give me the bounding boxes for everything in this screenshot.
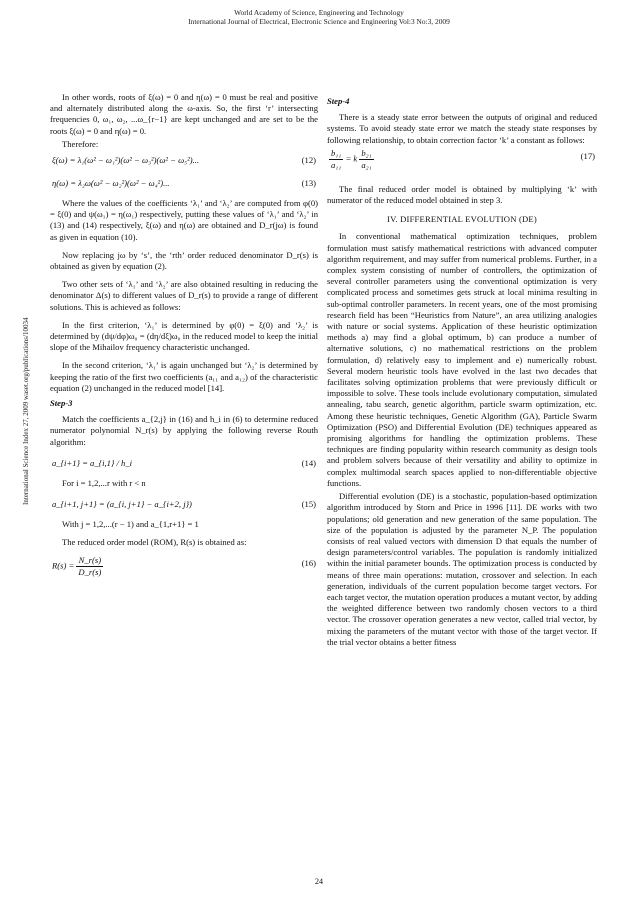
equation-body: a_{i+1, j+1} = (a_{i, j+1} − a_{i+2, j}) xyxy=(52,499,192,510)
step-4-heading: Step-4 xyxy=(327,96,350,106)
equation-number: (12) xyxy=(301,155,316,166)
equation-15 xyxy=(50,496,318,513)
left-column xyxy=(50,92,318,591)
equation-lhs: R(s) = xyxy=(52,560,75,571)
right-column xyxy=(327,92,597,650)
fraction-denominator: a₁₁ xyxy=(331,159,342,170)
fraction-denominator: a₂₁ xyxy=(361,159,372,170)
equation-number: (14) xyxy=(301,457,316,468)
therefore-label: Therefore: xyxy=(62,138,99,149)
paragraph: In other words, roots of ξ(ω) = 0 and η(ω) = 0 must be real and positive and alternately distributed along the ω-axis. So, the first ‘r’ intersecting frequencies 0, ω₁, ω₂, ...ω_{r−1} are kept unchanged and are set to be the roots ξ(ω) = 0 and η(ω) = 0. xyxy=(50,92,318,136)
paragraph: Two other sets of ‘λ₁’ and ‘λ₂’ are also obtained resulting in reducing the denominator Δ(s) to different values of D_r(s) to provide a range of different solutions. This is achieved as follows: xyxy=(50,279,318,312)
paragraph: Where the values of the coefficients ‘λ₁’ and ‘λ₂’ are computed from φ(0) = ξ(0) and ψ(ω₁) = η(ω₁) respectively, putting these values of ‘λ₁’ and ‘λ₂’ in (13) and (14) respectively, ξ(ω) and η(ω) are obtained and D_r(jω) is found as given in equation (10). xyxy=(50,198,318,242)
equation-number: (15) xyxy=(301,499,316,510)
equation-body xyxy=(52,555,103,578)
equation-13 xyxy=(50,175,318,192)
equation-body: a_{i+1} = a_{i,1} / h_i xyxy=(52,457,133,468)
equation-16 xyxy=(50,555,318,585)
page-number: 24 xyxy=(315,877,323,886)
paragraph: In the second criterion, ‘λ₁’ is again unchanged but ‘λ₂’ is determined by keeping the ratio of the first two coefficients (a₁₁ and a₁₂) of the characteristic equation (2) unchanged in the reduced model [14]. xyxy=(50,360,318,393)
fraction-numerator: N_r(s) xyxy=(76,555,103,567)
equation-number: (17) xyxy=(580,150,595,161)
fraction-numerator: b₁₁ xyxy=(331,147,342,158)
with-condition: With j = 1,2,...(r − 1) and a_{1,r+1} = 1 xyxy=(62,519,199,530)
rom-statement: The reduced order model (ROM), R(s) is obtained as: xyxy=(62,537,247,548)
equation-12 xyxy=(50,152,318,169)
header-line-1: World Academy of Science, Engineering and Technology xyxy=(234,8,404,17)
equation-number: (16) xyxy=(301,558,316,569)
header-line-2: International Journal of Electrical, Electronic Science and Engineering Vol:3 No:3, 2009 xyxy=(188,17,450,27)
step-3-heading: Step-3 xyxy=(50,398,73,409)
paragraph: Match the coefficients a_{2,j} in (16) and h_i in (6) to determine reduced numerator polynomial N_r(s) by applying the following reverse Routh algorithm: xyxy=(50,414,318,447)
equation-14 xyxy=(50,455,318,472)
equation-body xyxy=(329,148,374,171)
fraction xyxy=(76,555,103,578)
paragraph: In conventional mathematical optimization techniques, problem formulation must satisfy mathematical restrictions with advanced computer algorithm requirement, and may suffer from numerical problems. Further, in a complex system consisting of number of controllers, the optimization of several controller parameters using the conventional optimization is very complicated process and sometimes gets struck at local minima resulting in sub-optimal controller parameters. In recent years, one of the most promising research field has been “Heuristics from Nature”, an area utilizing analogies with nature or social systems. Application of these heuristic optimization methods a) may find a global optimum, b) can produce a number of alternative solutions, c) no mathematical restrictions on the problem formulation, d) relatively easy to implement and e) numerically robust. Several modern heuristic tools have evolved in the last two decades that facilitates solving optimization problems that were previously difficult or impossible to solve. These tools include evolutionary computation, simulated annealing, tabu search, genetic algorithm, particle swarm optimization, etc. Among these heuristic techniques, Genetic Algorithm (GA), Particle Swarm Optimization (PSO) and Differential Evolution (DE) techniques appeared as promising algorithms for handling the optimization problems. These techniques are finding popularity within research community as design tools and problem solvers because of their versatility and ability to optimize in complex multimodal search spaces applied to non-differentiable objective functions. xyxy=(327,231,597,488)
equation-mid: = k xyxy=(345,153,358,164)
paragraph: Now replacing jω by ‘s’, the ‘rth’ order reduced denominator D_r(s) is obtained as given by equation (2). xyxy=(50,249,318,272)
equation-17 xyxy=(327,148,597,178)
fraction-numerator: b₂₁ xyxy=(361,147,372,158)
paragraph: The final reduced order model is obtained by multiplying ‘k’ with numerator of the reduced model obtained in step 3. xyxy=(327,183,597,206)
paragraph: Differential evolution (DE) is a stochastic, population-based optimization algorithm introduced by Storn and Price in 1996 [11]. DE works with two populations; old generation and new generation of the same population. The size of the population is adjusted by the parameter N_P. The population consists of real valued vectors with dimension D that equals the number of design parameters/control variables. The population is randomly initialized within the initial parameter bounds. The optimization process is conducted by means of three main operations: mutation, crossover and selection. In each generation, individuals of the current population become target vectors. For each target vector, the mutation operation produces a mutant vector, by adding the weighted difference between two randomly chosen vectors to a third vector. The crossover operation generates a new vector, called trial vector, by mixing the parameters of the mutant vector with those of the target vector. If the trial vector obtains a better fitness xyxy=(327,491,597,647)
journal-header xyxy=(0,8,638,26)
equation-body: η(ω) = λ₂ω(ω² − ω₂²)(ω² − ω₄²)... xyxy=(52,178,170,189)
for-condition: For i = 1,2,...r with r < n xyxy=(62,477,146,488)
fraction xyxy=(359,148,373,171)
paragraph: There is a steady state error between the outputs of original and reduced systems. To avoid steady state error we match the steady state responses by following relationship, to obtain correction factor ‘k’ a constant as follows: xyxy=(327,112,597,145)
equation-body: ξ(ω) = λ₁(ω² − ω₁²)(ω² − ω₃²)(ω² − ω₅²)... xyxy=(52,155,200,166)
section-heading: IV. DIFFERENTIAL EVOLUTION (DE) xyxy=(387,214,537,225)
sidebar-citation: International Science Index 27, 2009 waset.org/publications/10034 xyxy=(22,317,30,505)
fraction xyxy=(329,148,343,171)
equation-number: (13) xyxy=(301,178,316,189)
fraction-denominator: D_r(s) xyxy=(78,567,102,578)
paragraph: In the first criterion, ‘λ₁’ is determined by φ(0) = ξ(0) and ‘λ₂’ is determined by (dψ/dφ)ω₀ = (dη/dξ)ω₀ in the reduced model to keep the initial slope of the Mihailov frequency characteristic unchanged. xyxy=(50,319,318,353)
